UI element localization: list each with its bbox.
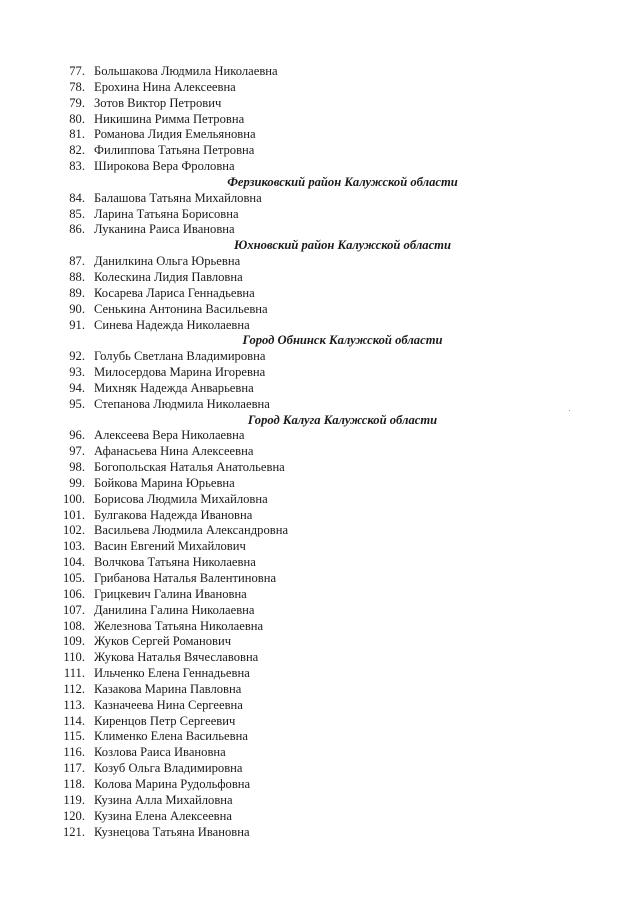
list-item-number: 79. xyxy=(69,95,85,110)
list-item-name: Колова Марина Рудольфовна xyxy=(94,776,251,791)
list-item-number: 112. xyxy=(63,681,85,696)
list-item-name: Ерохина Нина Алексеевна xyxy=(94,79,236,94)
list-item-name: Кузина Елена Алексеевна xyxy=(94,808,232,823)
list-item-number: 94. xyxy=(69,380,85,395)
list-item-number: 91. xyxy=(69,317,85,332)
list-item-name: Богопольская Наталья Анатольевна xyxy=(94,460,285,475)
list-item xyxy=(0,143,640,159)
list-item xyxy=(0,270,640,286)
name-list xyxy=(0,64,640,840)
list-item-number: 108. xyxy=(62,618,85,633)
list-item-number: 78. xyxy=(69,79,85,94)
list-item-number: 89. xyxy=(69,285,85,300)
list-item-name: Грибанова Наталья Валентиновна xyxy=(94,571,277,585)
list-item xyxy=(0,650,640,666)
list-item-number: 97. xyxy=(69,444,85,459)
list-item-number: 114. xyxy=(63,713,85,728)
list-item-name: Михняк Надежда Анварьевна xyxy=(94,380,254,395)
list-item xyxy=(0,745,640,761)
list-item-number: 98. xyxy=(69,460,85,475)
list-item-number: 100. xyxy=(62,491,85,506)
list-item-number: 85. xyxy=(69,206,85,221)
list-item-name: Булгакова Надежда Ивановна xyxy=(94,507,253,522)
list-item-name: Милосердова Марина Игоревна xyxy=(94,365,266,380)
list-item-name: Козуб Ольга Владимировна xyxy=(94,761,243,776)
list-item-number: 95. xyxy=(69,396,85,411)
list-item xyxy=(0,666,640,682)
list-item-name: Афанасьева Нина Алексеевна xyxy=(94,444,254,459)
list-item xyxy=(0,634,640,650)
list-item-name: Кузина Алла Михайловна xyxy=(94,792,233,807)
list-item xyxy=(0,729,640,745)
list-item xyxy=(0,761,640,777)
list-item-name: Романова Лидия Емельяновна xyxy=(94,127,256,142)
list-item xyxy=(0,207,640,223)
list-item xyxy=(0,64,640,80)
list-item-number: 110. xyxy=(63,650,85,665)
list-item xyxy=(0,286,640,302)
list-item xyxy=(0,682,640,698)
list-item-number: 111. xyxy=(63,666,85,681)
list-item xyxy=(0,159,640,175)
list-item-name: Сенькина Антонина Васильевна xyxy=(94,301,268,316)
list-item-name: Борисова Людмила Михайловна xyxy=(94,491,268,506)
section-heading: Ферзиковский район Калужской области xyxy=(227,174,458,189)
list-item-name: Кузнецова Татьяна Ивановна xyxy=(94,824,250,839)
list-item-name: Железнова Татьяна Николаевна xyxy=(94,618,264,633)
list-item-number: 93. xyxy=(69,365,85,380)
list-item xyxy=(0,112,640,128)
list-item-number: 105. xyxy=(62,571,85,585)
list-item-name: Колескина Лидия Павловна xyxy=(94,269,243,284)
list-item-name: Синева Надежда Николаевна xyxy=(94,317,250,332)
list-item-name: Бойкова Марина Юрьевна xyxy=(94,475,235,490)
list-item-number: 117. xyxy=(63,761,85,776)
list-item-name: Большакова Людмила Николаевна xyxy=(94,64,278,78)
list-item xyxy=(0,222,640,238)
list-item-number: 88. xyxy=(69,269,85,284)
list-item xyxy=(0,80,640,96)
list-item-name: Алексеева Вера Николаевна xyxy=(94,428,245,443)
list-item-number: 84. xyxy=(69,190,85,205)
list-item-number: 120. xyxy=(62,808,85,823)
list-item-number: 113. xyxy=(63,697,85,712)
list-item xyxy=(0,825,640,841)
list-item-number: 83. xyxy=(69,159,85,174)
list-item-number: 81. xyxy=(69,127,85,142)
list-item-name: Жукова Наталья Вячеславовна xyxy=(94,650,259,665)
list-item xyxy=(0,96,640,112)
list-item-name: Казакова Марина Павловна xyxy=(94,681,242,696)
list-item-name: Козлова Раиса Ивановна xyxy=(94,745,226,760)
list-item-number: 90. xyxy=(69,301,85,316)
list-item xyxy=(0,460,640,476)
list-item-number: 82. xyxy=(69,143,85,158)
list-item xyxy=(0,476,640,492)
list-item xyxy=(0,777,640,793)
list-item-name: Филиппова Татьяна Петровна xyxy=(94,143,255,158)
list-item xyxy=(0,539,640,555)
list-item-name: Данилкина Ольга Юрьевна xyxy=(94,254,241,269)
list-item xyxy=(0,365,640,381)
list-item-number: 86. xyxy=(69,222,85,237)
list-item xyxy=(0,381,640,397)
list-item xyxy=(0,571,640,587)
list-item xyxy=(0,428,640,444)
section-heading: Город Обнинск Калужской области xyxy=(242,333,443,348)
list-item-name: Зотов Виктор Петрович xyxy=(94,95,222,110)
list-item-number: 102. xyxy=(62,523,85,538)
list-item-number: 99. xyxy=(69,475,85,490)
list-item-number: 103. xyxy=(62,539,85,554)
list-item-name: Балашова Татьяна Михайловна xyxy=(94,190,262,205)
list-item-name: Киренцов Петр Сергеевич xyxy=(94,713,236,728)
list-item-name: Казначеева Нина Сергеевна xyxy=(94,697,243,712)
list-item xyxy=(0,587,640,603)
list-item-name: Жуков Сергей Романович xyxy=(94,634,232,649)
list-item-name: Грицкевич Галина Ивановна xyxy=(94,586,247,601)
list-item-name: Васин Евгений Михайлович xyxy=(94,539,246,554)
list-item-number: 109. xyxy=(62,634,85,649)
list-item xyxy=(0,492,640,508)
list-item xyxy=(0,318,640,334)
list-item-name: Косарева Лариса Геннадьевна xyxy=(94,285,255,300)
list-item xyxy=(0,349,640,365)
list-item-name: Ильченко Елена Геннадьевна xyxy=(94,666,250,681)
list-item xyxy=(0,127,640,143)
list-item xyxy=(0,444,640,460)
scan-speck xyxy=(569,410,570,411)
list-item-number: 118. xyxy=(63,776,85,791)
list-item-number: 80. xyxy=(69,111,85,126)
list-item-number: 104. xyxy=(62,555,85,570)
list-item-number: 119. xyxy=(63,792,85,807)
list-item xyxy=(0,603,640,619)
section-heading: Город Калуга Калужской области xyxy=(247,412,438,427)
list-item-number: 101. xyxy=(62,507,85,522)
list-item xyxy=(0,508,640,524)
list-item xyxy=(0,714,640,730)
list-item xyxy=(0,809,640,825)
list-item-number: 77. xyxy=(69,64,85,78)
list-item-number: 115. xyxy=(63,729,85,744)
list-item xyxy=(0,793,640,809)
list-item-number: 106. xyxy=(62,586,85,601)
list-item xyxy=(0,397,640,413)
list-item xyxy=(0,619,640,635)
list-item-name: Луканина Раиса Ивановна xyxy=(94,222,235,237)
section-heading: Юхновский район Калужской области xyxy=(234,238,451,253)
list-item-number: 121. xyxy=(62,824,85,839)
list-item-number: 96. xyxy=(69,428,85,443)
list-item xyxy=(0,523,640,539)
list-item xyxy=(0,191,640,207)
list-item-name: Клименко Елена Васильевна xyxy=(94,729,248,744)
list-item-name: Васильева Людмила Александровна xyxy=(94,523,289,538)
list-item-name: Волчкова Татьяна Николаевна xyxy=(94,555,256,570)
list-item-name: Никишина Римма Петровна xyxy=(94,111,245,126)
list-item-name: Широкова Вера Фроловна xyxy=(94,159,235,174)
list-item-name: Степанова Людмила Николаевна xyxy=(94,396,270,411)
list-item xyxy=(0,254,640,270)
list-item-number: 116. xyxy=(63,745,85,760)
list-item xyxy=(0,302,640,318)
list-item-number: 107. xyxy=(62,602,85,617)
list-item xyxy=(0,555,640,571)
list-item xyxy=(0,698,640,714)
list-item-name: Данилина Галина Николаевна xyxy=(94,602,255,617)
list-item-number: 92. xyxy=(69,349,85,364)
list-item-number: 87. xyxy=(69,254,85,269)
list-item-name: Ларина Татьяна Борисовна xyxy=(94,206,239,221)
list-item-name: Голубь Светлана Владимировна xyxy=(94,349,266,364)
